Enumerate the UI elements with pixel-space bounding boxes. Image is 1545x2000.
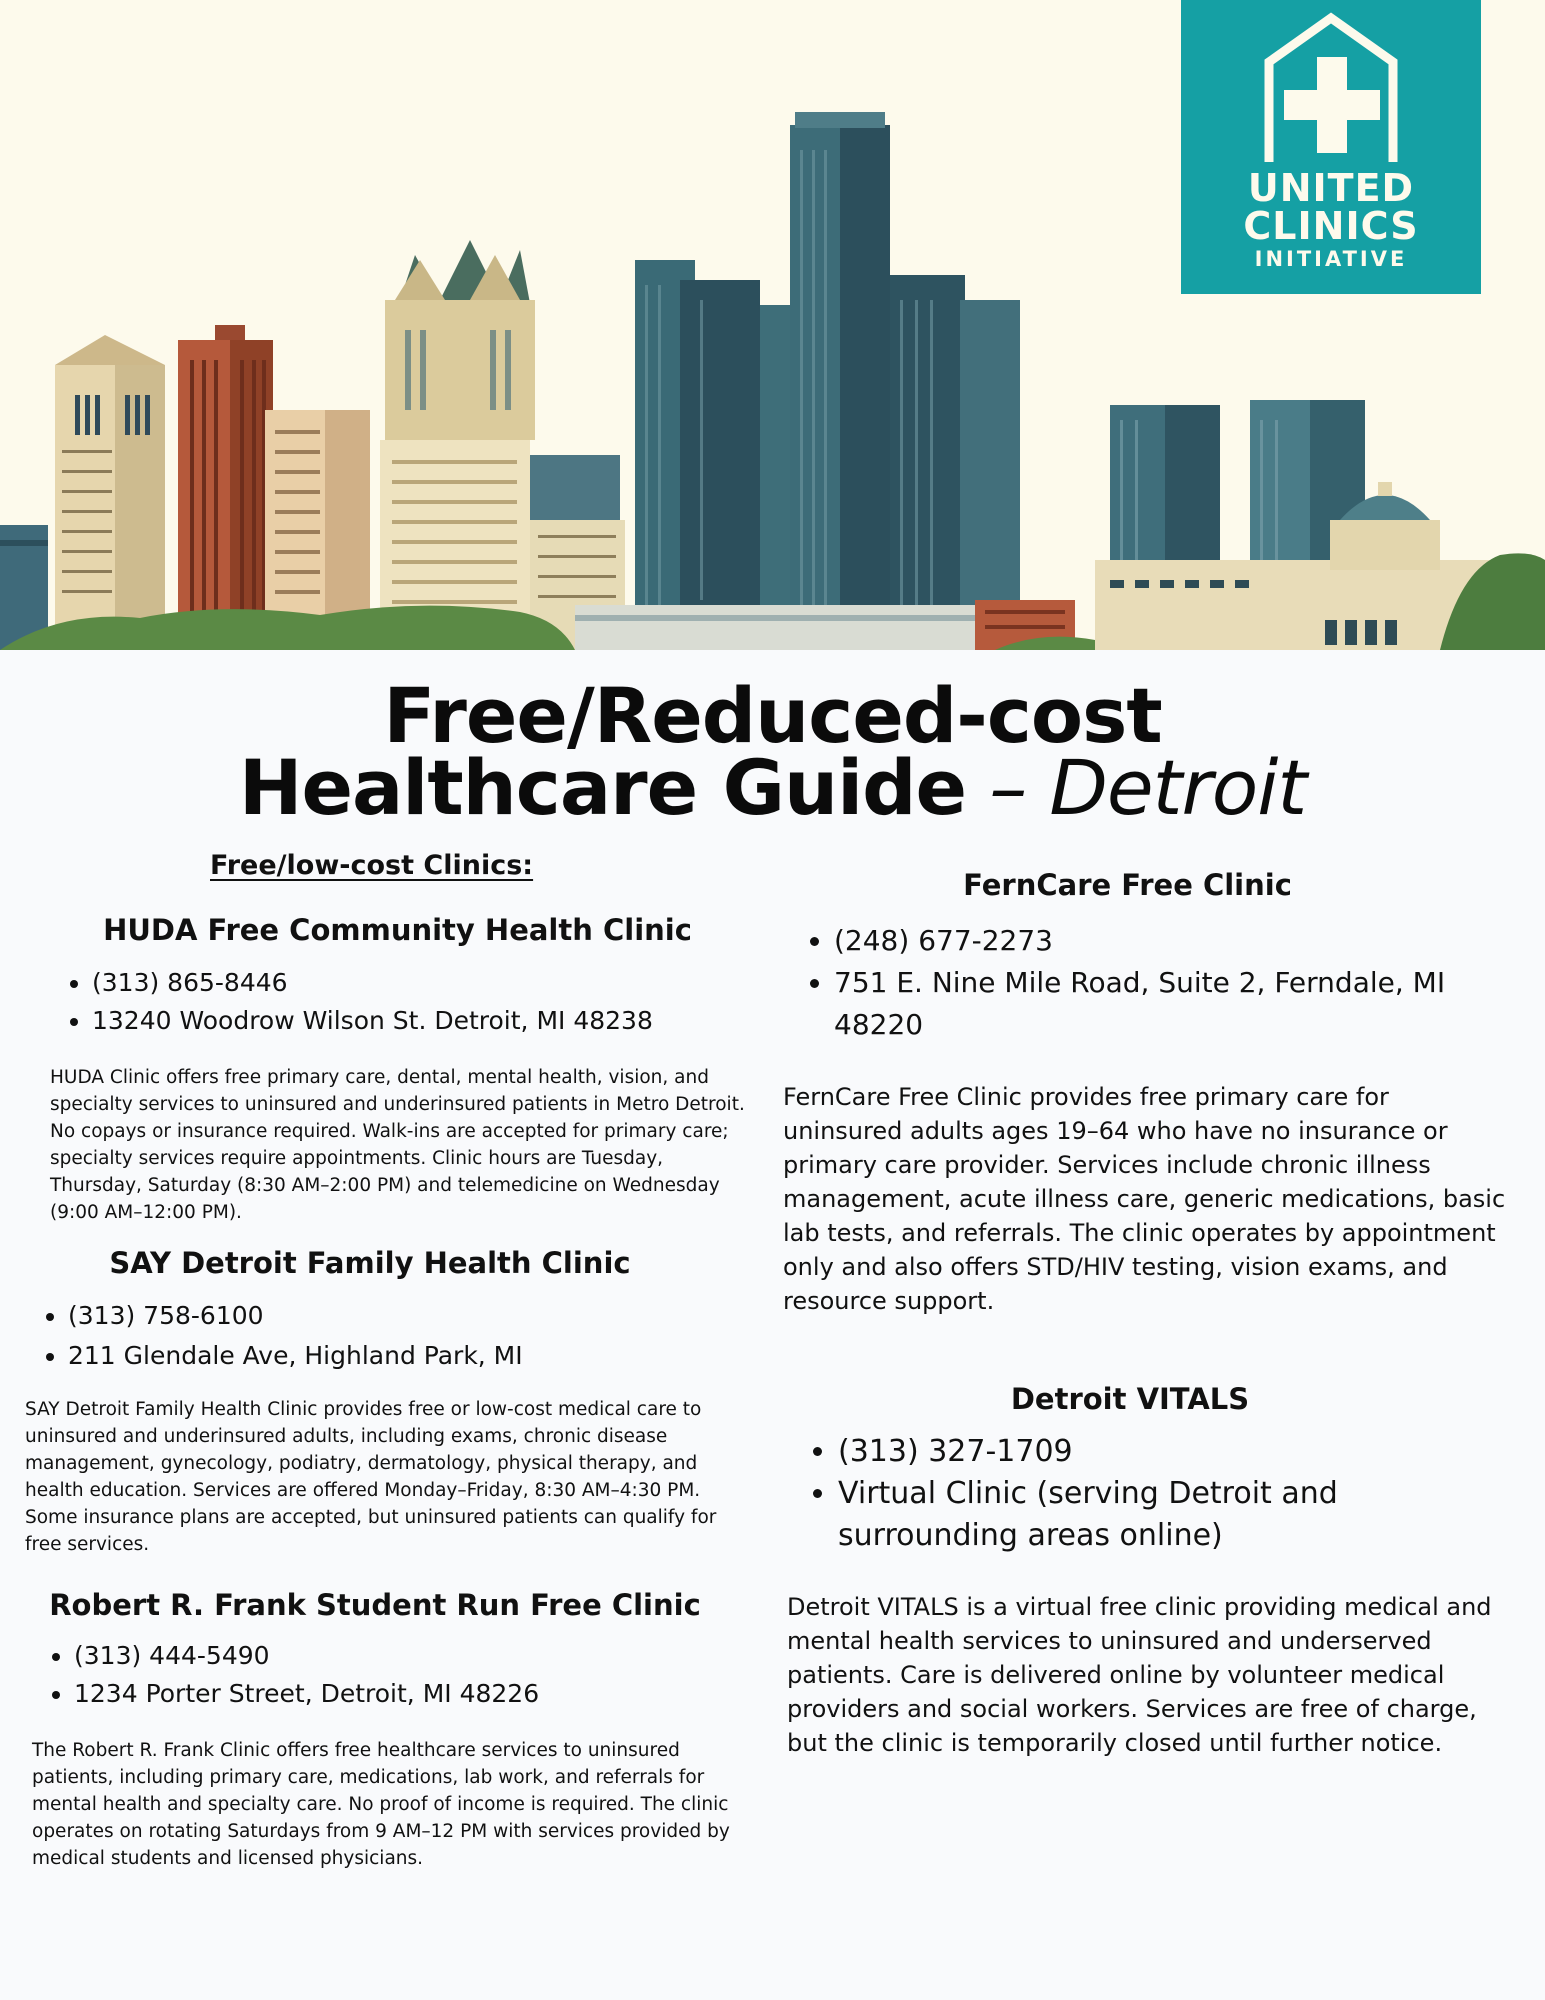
clinic-phone-ferncare[interactable]: • (248) 677-2273	[834, 920, 1514, 962]
clinic-phone-huda[interactable]: • (313) 865-8446	[92, 964, 742, 1002]
title-line-2	[0, 743, 1545, 832]
clinic-phone-say-detroit[interactable]: • (313) 758-6100	[68, 1296, 748, 1336]
clinic-name-say-detroit: SAY Detroit Family Health Clinic	[109, 1246, 631, 1280]
house-cross-icon	[1259, 12, 1403, 162]
clinic-name-huda: HUDA Free Community Health Clinic	[103, 913, 692, 947]
clinic-address-huda: • 13240 Woodrow Wilson St. Detroit, MI 48238	[92, 1002, 742, 1040]
clinic-phone-detroit-vitals[interactable]: • (313) 327-1709	[838, 1431, 1488, 1473]
clinic-description-robert-frank: The Robert R. Frank Clinic offers free healthcare services to uninsured patients, including primary care, medications, lab work, and referrals for mental health and specialty care. No proof of income is required. The clinic operates on rotating Saturdays from 9 AM–12 PM with services provided by medical students and licensed physicians.	[32, 1740, 730, 1869]
title-line-1: Free/Reduced-cost	[383, 671, 1162, 760]
page-title	[0, 671, 1545, 832]
united-clinics-logo	[1181, 0, 1481, 294]
clinic-name-detroit-vitals: Detroit VITALS	[1010, 1382, 1250, 1416]
clinic-phone-robert-frank[interactable]: • (313) 444-5490	[74, 1637, 754, 1675]
clinic-name-robert-frank: Robert R. Frank Student Run Free Clinic	[49, 1588, 701, 1622]
clinic-address-detroit-vitals: • Virtual Clinic (serving Detroit and surrounding areas online)	[838, 1473, 1488, 1557]
clinic-name-ferncare: FernCare Free Clinic	[963, 868, 1292, 902]
clinic-description-say-detroit: SAY Detroit Family Health Clinic provides free or low-cost medical care to uninsured and underinsured adults, including exams, chronic disease management, gynecology, podiatry, dermatology, physical therapy, and health education. Services are offered Monday–Friday, 8:30 AM–4:30 PM. Some insurance plans are accepted, but uninsured patients can qualify for free services.	[25, 1399, 717, 1555]
clinic-contact-list-robert-frank	[50, 1637, 754, 1713]
logo-text-initiative: INITIATIVE	[1254, 247, 1408, 271]
clinic-contact-list-detroit-vitals	[814, 1431, 1488, 1557]
clinic-contact-list-say-detroit	[44, 1296, 748, 1376]
title-main: Healthcare Guide	[238, 743, 967, 832]
clinic-description-detroit-vitals: Detroit VITALS is a virtual free clinic providing medical and mental health services to uninsured and underserved patients. Care is delivered online by volunteer medical providers and social workers. Services are free of charge, but the clinic is temporarily closed until further notice.	[787, 1593, 1492, 1757]
clinic-contact-list-huda	[68, 964, 742, 1040]
logo-text-united: UNITED	[1247, 166, 1415, 210]
clinic-address-say-detroit: • 211 Glendale Ave, Highland Park, MI	[68, 1336, 748, 1376]
clinic-description-ferncare: FernCare Free Clinic provides free primary care for uninsured adults ages 19–64 who have no insurance or primary care provider. Services include chronic illness management, acute illness care, generic medications, basic lab tests, and referrals. The clinic operates by appointment only and also offers STD/HIV testing, vision exams, and resource support.	[783, 1083, 1506, 1315]
clinic-description-huda: HUDA Clinic offers free primary care, dental, mental health, vision, and specialty services to uninsured and underinsured patients in Metro Detroit. No copays or insurance required. Walk-ins are accepted for primary care; specialty services require appointments. Clinic hours are Tuesday, Thursday, Saturday (8:30 AM–2:00 PM) and telemedicine on Wednesday (9:00 AM–12:00 PM).	[50, 1067, 745, 1223]
title-dash: –	[966, 743, 1050, 832]
header-banner	[0, 0, 1545, 650]
logo-text-clinics: CLINICS	[1243, 204, 1419, 248]
clinic-address-ferncare: • 751 E. Nine Mile Road, Suite 2, Ferndale, MI 48220	[834, 962, 1514, 1046]
title-city: Detroit	[1049, 743, 1307, 832]
clinic-contact-list-ferncare	[810, 920, 1514, 1046]
clinic-address-robert-frank: • 1234 Porter Street, Detroit, MI 48226	[74, 1675, 754, 1713]
section-heading: Free/low-cost Clinics:	[210, 850, 534, 881]
